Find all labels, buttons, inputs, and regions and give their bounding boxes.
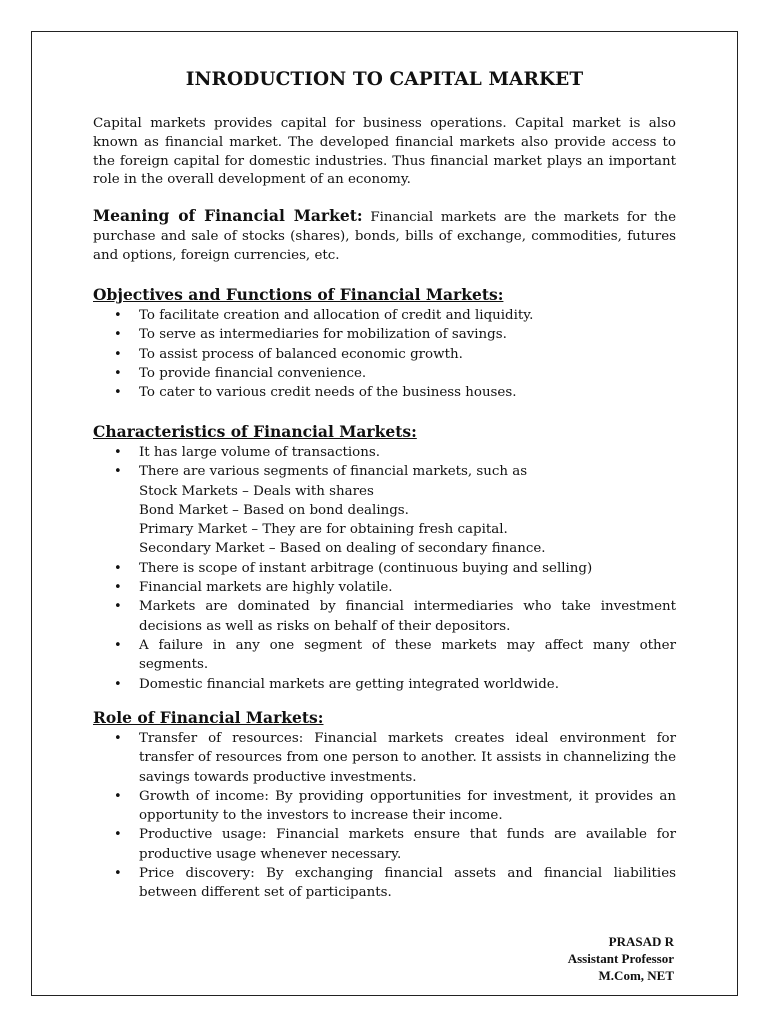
list-item: • Markets are dominated by financial intermediaries who take investment decisions as well as risks on behalf of their depositors. [93, 597, 676, 636]
list-item: • Domestic financial markets are getting integrated worldwide. [93, 675, 676, 694]
segment-line: Secondary Market – Based on dealing of secondary finance. [139, 541, 546, 557]
list-item: • It has large volume of transactions. [93, 443, 676, 462]
author-signature [568, 934, 674, 984]
author-qualification: M.Com, NET [598, 967, 674, 983]
list-item [93, 462, 676, 558]
list-item: • There is scope of instant arbitrage (continuous buying and selling) [93, 559, 676, 578]
list-item: • Transfer of resources: Financial markets creates ideal environment for transfer of resources from one person to another. It assists in channelizing the savings towards productive investments. [93, 729, 676, 787]
list-item: • Financial markets are highly volatile. [93, 578, 676, 597]
list-item: • To serve as intermediaries for mobilization of savings. [93, 325, 676, 344]
intro-paragraph: Capital markets provides capital for business operations. Capital market is also known as financial market. The developed financial markets also provide access to the foreign capital for domestic industries. Thus financial market plays an important role in the overall development of an economy. [93, 116, 676, 188]
list-item: • To cater to various credit needs of the business houses. [93, 383, 676, 402]
segment-line: Stock Markets – Deals with shares [139, 483, 374, 499]
characteristics-heading: Characteristics of Financial Markets: [93, 422, 417, 441]
list-item: • To facilitate creation and allocation of credit and liquidity. [93, 306, 676, 325]
document-title: INRODUCTION TO CAPITAL MARKET [185, 69, 584, 90]
meaning-text: Financial markets are the markets for the purchase and sale of stocks (shares), bonds, bills of exchange, commodities, futures and options, foreign currencies, etc. [93, 210, 676, 263]
meaning-heading: Meaning of Financial Market: [93, 206, 363, 225]
list-item: • To provide financial convenience. [93, 364, 676, 383]
characteristics-list [93, 443, 676, 694]
role-heading: Role of Financial Markets: [93, 708, 324, 727]
list-item: • Growth of income: By providing opportunities for investment, it provides an opportunity to the investors to increase their income. [93, 787, 676, 826]
segment-line: Primary Market – They are for obtaining fresh capital. [139, 522, 508, 538]
role-list [93, 729, 676, 903]
list-item: • Price discovery: By exchanging financial assets and financial liabilities between different set of participants. [93, 864, 676, 903]
objectives-list [93, 306, 676, 402]
author-name: PRASAD R [608, 934, 674, 949]
meaning-paragraph [93, 207, 676, 265]
segment-line: Bond Market – Based on bond dealings. [139, 502, 409, 518]
list-item: • Productive usage: Financial markets ensure that funds are available for productive usage whenever necessary. [93, 825, 676, 864]
list-item: • A failure in any one segment of these markets may affect many other segments. [93, 636, 676, 675]
list-item-text: • There are various segments of financial markets, such as [139, 464, 528, 480]
objectives-heading: Objectives and Functions of Financial Markets: [93, 285, 504, 304]
author-position: Assistant Professor [567, 950, 674, 966]
list-item: • To assist process of balanced economic growth. [93, 345, 676, 364]
